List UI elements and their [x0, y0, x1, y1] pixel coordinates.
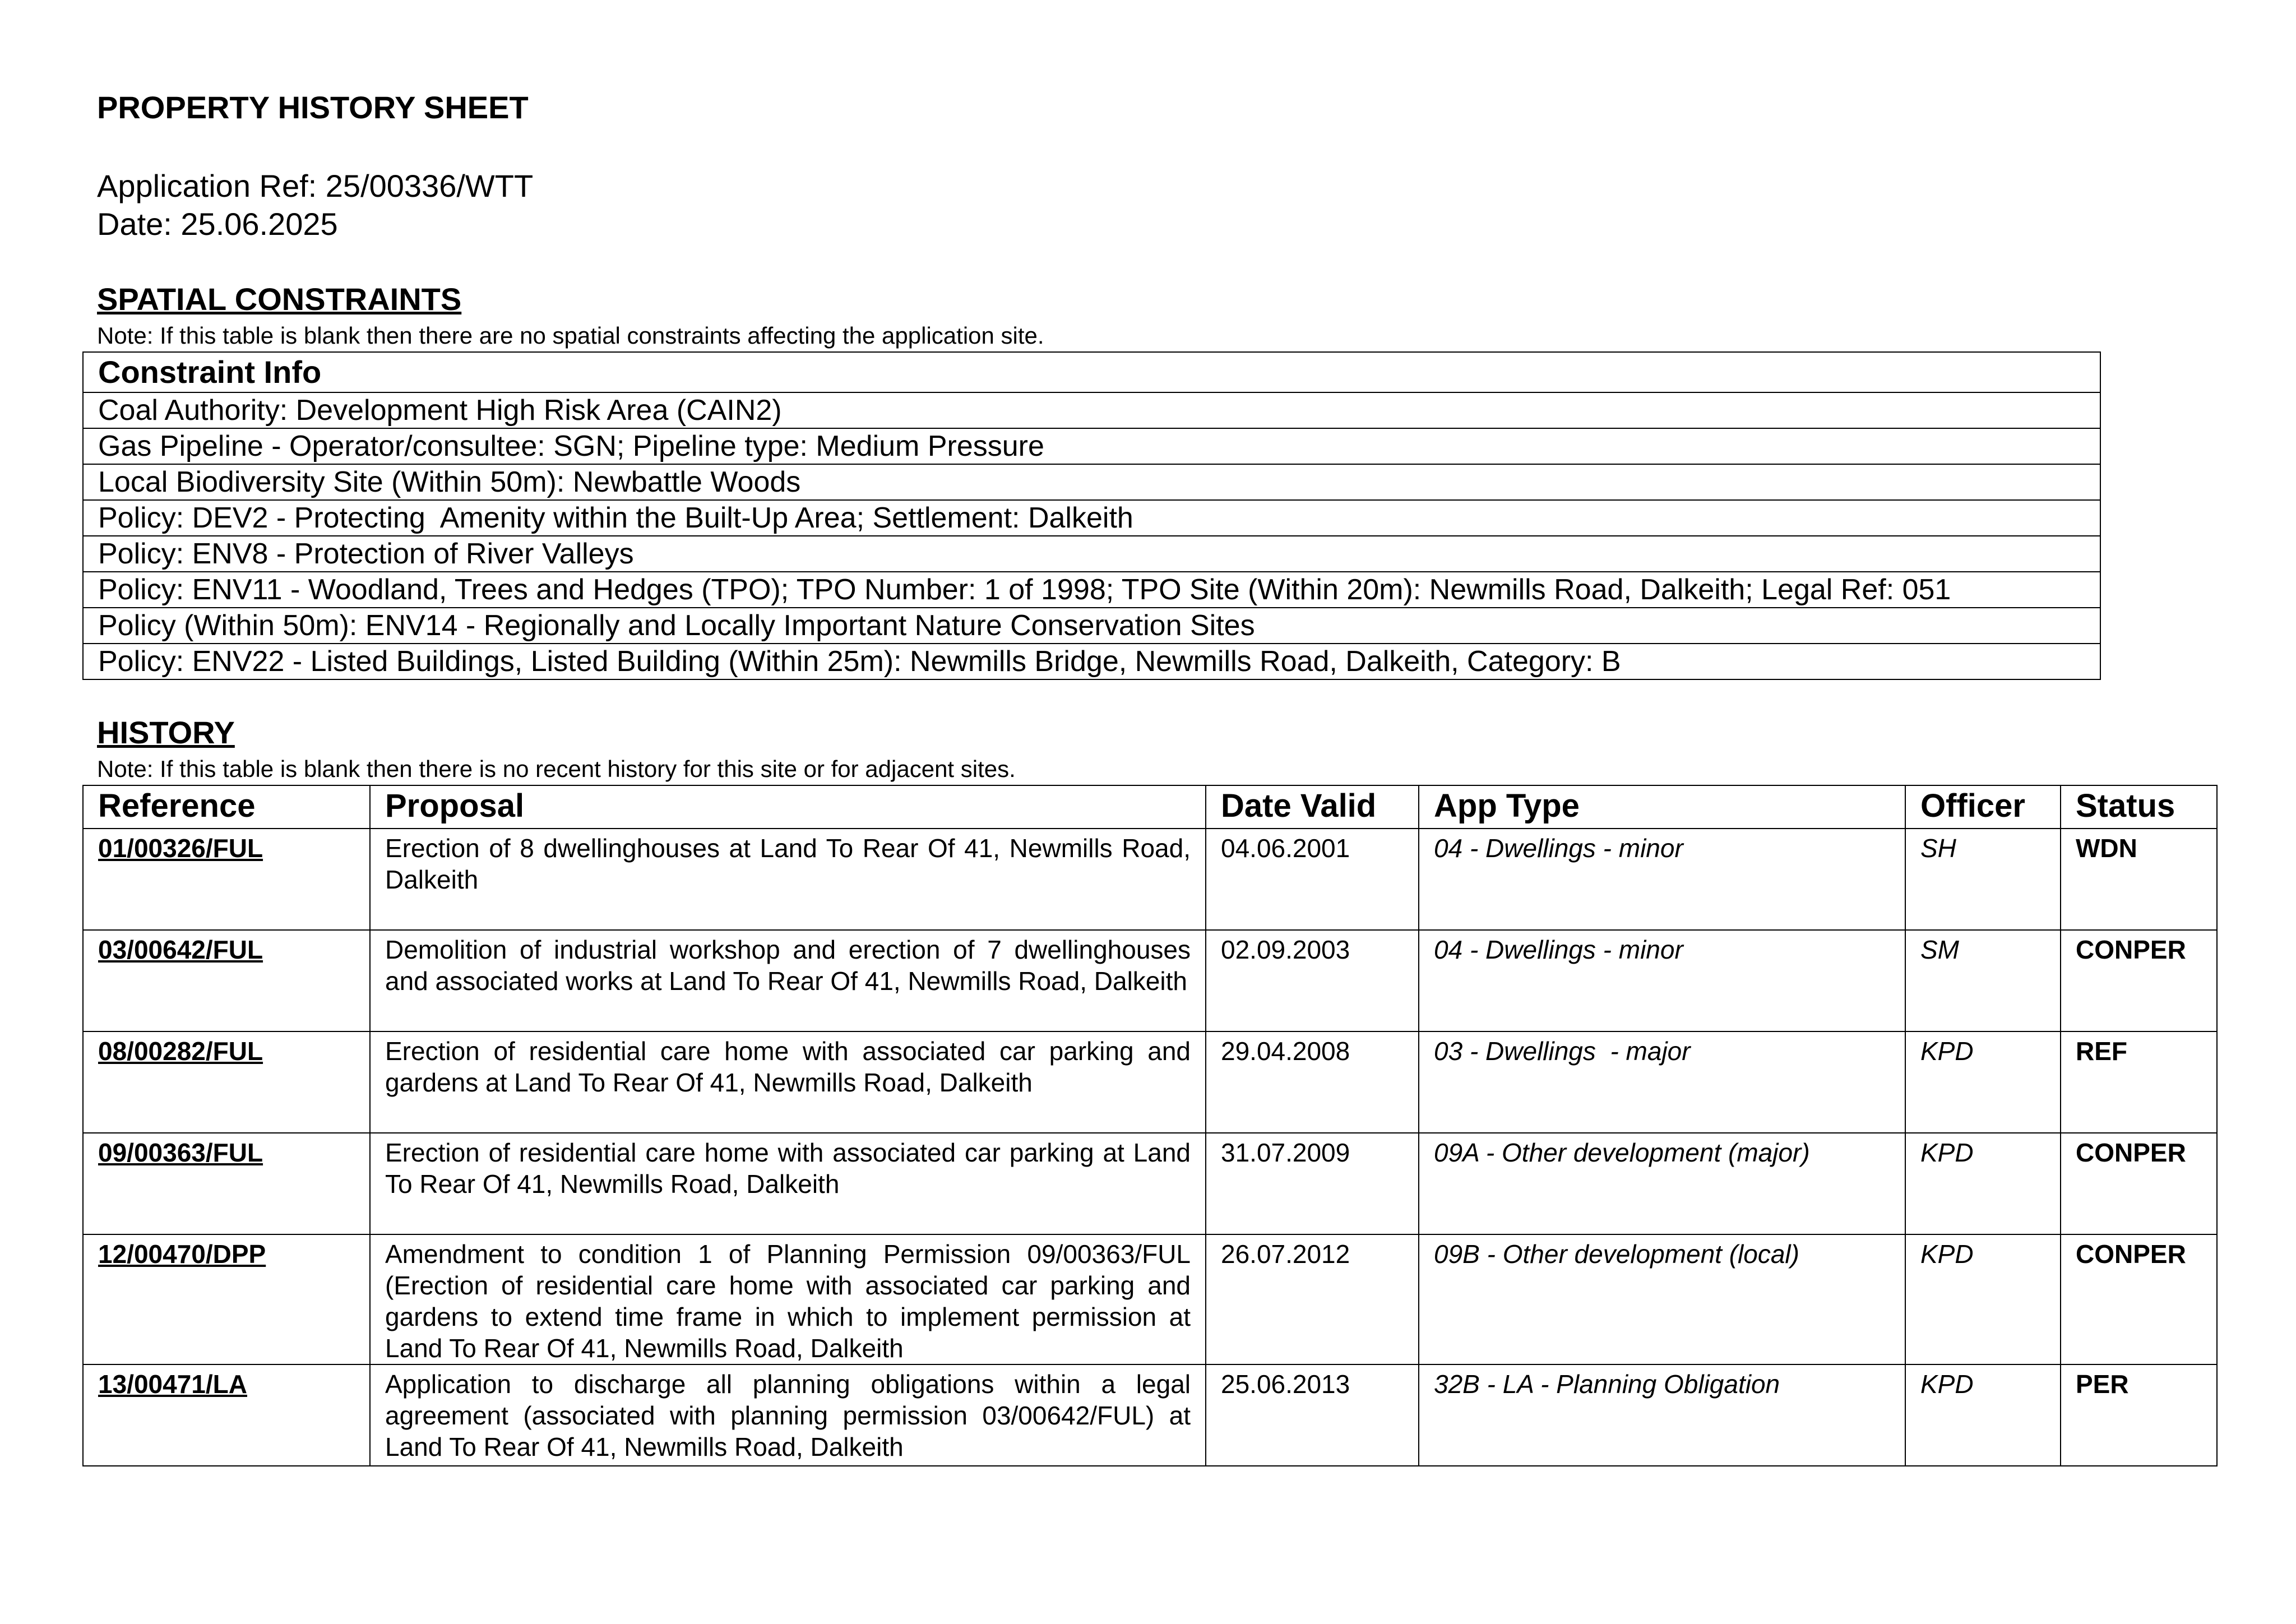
reference-link[interactable]: 12/00470/DPP [83, 1234, 370, 1364]
proposal-cell: Erection of residential care home with associated car parking at Land To Rear Of 41, Newmills Road, Dalkeith [370, 1133, 1206, 1234]
status-header: Status [2061, 785, 2217, 829]
status-cell: WDN [2061, 829, 2217, 930]
constraint-cell: Local Biodiversity Site (Within 50m): Newbattle Woods [83, 464, 2100, 500]
history-header-row [83, 785, 2217, 829]
constraint-row [83, 392, 2100, 428]
status-cell: REF [2061, 1031, 2217, 1133]
history-row [83, 930, 2217, 1031]
constraint-cell: Policy: ENV8 - Protection of River Valleys [83, 536, 2100, 572]
date-valid-header: Date Valid [1206, 785, 1419, 829]
history-heading: HISTORY [97, 715, 235, 750]
reference-link[interactable]: 09/00363/FUL [83, 1133, 370, 1234]
app-type-cell: 04 - Dwellings - minor [1419, 829, 1905, 930]
proposal-cell: Application to discharge all planning obligations within a legal agreement (associated with planning permission 03/00642/FUL) at Land To Rear Of 41, Newmills Road, Dalkeith [370, 1364, 1206, 1466]
history-row [83, 1031, 2217, 1133]
constraint-cell: Gas Pipeline - Operator/consultee: SGN; Pipeline type: Medium Pressure [83, 428, 2100, 464]
document-date: Date: 25.06.2025 [97, 206, 338, 242]
constraint-row [83, 464, 2100, 500]
reference-link[interactable]: 13/00471/LA [83, 1364, 370, 1466]
app-type-cell: 09B - Other development (local) [1419, 1234, 1905, 1364]
status-cell: PER [2061, 1364, 2217, 1466]
history-row [83, 1364, 2217, 1466]
app-type-cell: 09A - Other development (major) [1419, 1133, 1905, 1234]
reference-link[interactable]: 08/00282/FUL [83, 1031, 370, 1133]
constraint-row [83, 644, 2100, 679]
app-type-cell: 03 - Dwellings - major [1419, 1031, 1905, 1133]
constraint-cell: Policy (Within 50m): ENV14 - Regionally and Locally Important Nature Conservation Sites [83, 608, 2100, 644]
date-valid-cell: 26.07.2012 [1206, 1234, 1419, 1364]
spatial-constraints-note: Note: If this table is blank then there are no spatial constraints affecting the application site. [97, 322, 1044, 349]
app-type-cell: 04 - Dwellings - minor [1419, 930, 1905, 1031]
status-cell: CONPER [2061, 930, 2217, 1031]
proposal-header: Proposal [370, 785, 1206, 829]
constraint-row [83, 608, 2100, 644]
constraint-row [83, 500, 2100, 536]
date-valid-cell: 02.09.2003 [1206, 930, 1419, 1031]
proposal-cell: Erection of residential care home with associated car parking and gardens at Land To Rear Of 41, Newmills Road, Dalkeith [370, 1031, 1206, 1133]
history-table [82, 785, 2218, 1466]
constraint-cell: Coal Authority: Development High Risk Area (CAIN2) [83, 392, 2100, 428]
constraint-row [83, 428, 2100, 464]
history-note: Note: If this table is blank then there is no recent history for this site or for adjacent sites. [97, 756, 1016, 782]
constraint-cell: Policy: ENV22 - Listed Buildings, Listed Building (Within 25m): Newmills Bridge, Newmills Road, Dalkeith, Category: B [83, 644, 2100, 679]
officer-cell: SH [1905, 829, 2061, 930]
status-cell: CONPER [2061, 1234, 2217, 1364]
officer-cell: KPD [1905, 1364, 2061, 1466]
officer-cell: KPD [1905, 1234, 2061, 1364]
reference-link[interactable]: 03/00642/FUL [83, 930, 370, 1031]
constraint-row [83, 536, 2100, 572]
document-title: PROPERTY HISTORY SHEET [97, 90, 529, 125]
application-ref: Application Ref: 25/00336/WTT [97, 168, 534, 203]
spatial-constraints-heading: SPATIAL CONSTRAINTS [97, 281, 462, 317]
officer-cell: KPD [1905, 1133, 2061, 1234]
date-valid-cell: 29.04.2008 [1206, 1031, 1419, 1133]
date-valid-cell: 25.06.2013 [1206, 1364, 1419, 1466]
proposal-cell: Amendment to condition 1 of Planning Permission 09/00363/FUL (Erection of residential care home with associated car parking and gardens to extend time frame in which to implement permission at Land To Rear Of 41, Newmills Road, Dalkeith [370, 1234, 1206, 1364]
proposal-cell: Demolition of industrial workshop and erection of 7 dwellinghouses and associated works at Land To Rear Of 41, Newmills Road, Dalkeith [370, 930, 1206, 1031]
constraints-header-row [83, 352, 2100, 392]
constraints-table [82, 351, 2101, 680]
history-row [83, 1133, 2217, 1234]
proposal-cell: Erection of 8 dwellinghouses at Land To Rear Of 41, Newmills Road, Dalkeith [370, 829, 1206, 930]
history-row [83, 1234, 2217, 1364]
date-valid-cell: 04.06.2001 [1206, 829, 1419, 930]
status-cell: CONPER [2061, 1133, 2217, 1234]
constraint-info-header: Constraint Info [83, 352, 2100, 392]
officer-cell: SM [1905, 930, 2061, 1031]
reference-header: Reference [83, 785, 370, 829]
history-row [83, 829, 2217, 930]
officer-cell: KPD [1905, 1031, 2061, 1133]
reference-link[interactable]: 01/00326/FUL [83, 829, 370, 930]
app-type-cell: 32B - LA - Planning Obligation [1419, 1364, 1905, 1466]
constraint-row [83, 572, 2100, 608]
app-type-header: App Type [1419, 785, 1905, 829]
constraint-cell: Policy: ENV11 - Woodland, Trees and Hedges (TPO); TPO Number: 1 of 1998; TPO Site (Within 20m): Newmills Road, Dalkeith; Legal Ref: 051 [83, 572, 2100, 608]
date-valid-cell: 31.07.2009 [1206, 1133, 1419, 1234]
constraint-cell: Policy: DEV2 - Protecting Amenity within the Built-Up Area; Settlement: Dalkeith [83, 500, 2100, 536]
officer-header: Officer [1905, 785, 2061, 829]
